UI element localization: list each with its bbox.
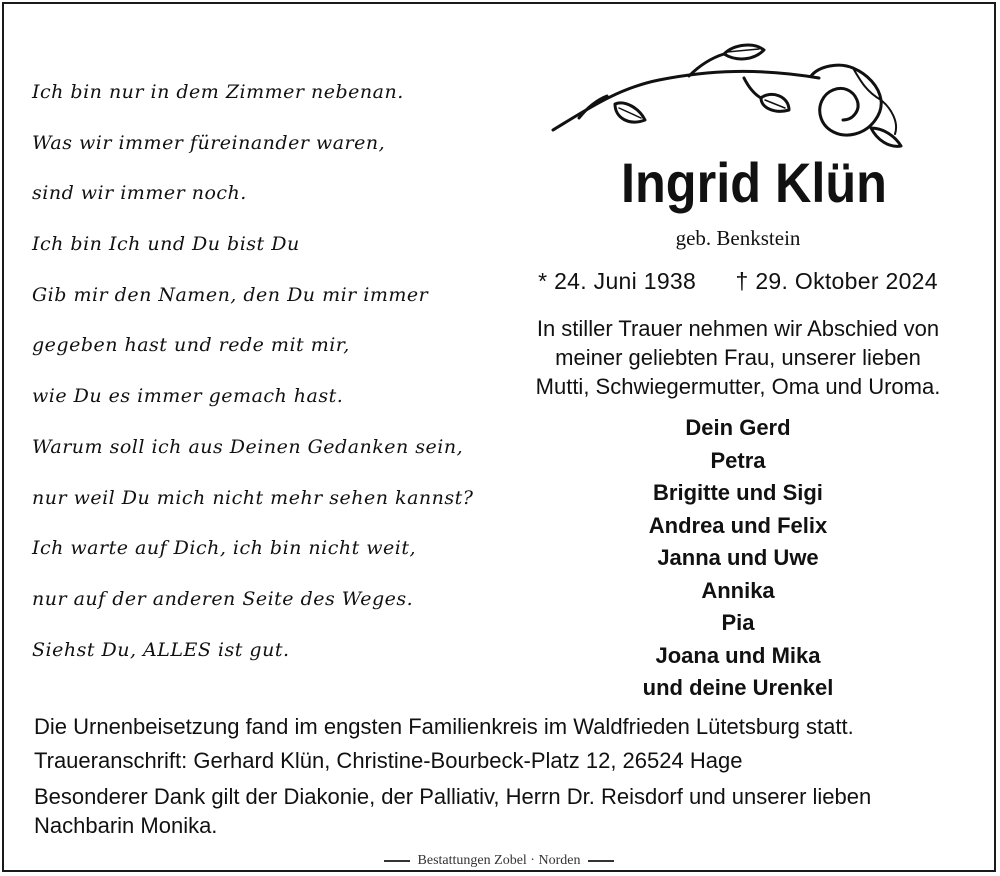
poem-line: sind wir immer noch. (32, 182, 247, 205)
mourner-name: Andrea und Felix (648, 512, 828, 538)
poem-line: Ich warte auf Dich, ich bin nicht weit, (32, 537, 417, 560)
farewell-line: In stiller Trauer nehmen wir Abschied von (536, 316, 940, 341)
funeral-home-credit (384, 850, 614, 872)
rose-branch-icon (549, 38, 924, 148)
poem-line: Warum soll ich aus Deinen Gedanken sein, (32, 435, 464, 458)
obituary-frame (2, 2, 996, 872)
divider (588, 860, 614, 862)
poem-line: Ich bin Ich und Du bist Du (32, 233, 300, 256)
maiden-name: geb. Benkstein (675, 226, 801, 250)
mourner-name: Pia (721, 610, 755, 635)
mourning-address: Traueranschrift: Gerhard Klün, Christine-Bourbeck-Platz 12, 26524 Hage (34, 748, 743, 773)
poem-line: Was wir immer füreinander waren, (32, 131, 386, 154)
farewell-line: meiner geliebten Frau, unserer lieben (555, 345, 921, 370)
life-dates (504, 268, 972, 295)
birth-date: 24. Juni 1938 (554, 268, 697, 294)
poem-line: Ich bin nur in dem Zimmer nebenan. (32, 81, 404, 103)
poem (32, 78, 482, 686)
mourner-name: und deine Urenkel (642, 675, 834, 700)
thanks-note (34, 782, 984, 840)
mourner-name: Joana und Mika (655, 642, 821, 668)
footer-notes (34, 710, 984, 840)
poem-line: gegeben hast und rede mit mir, (32, 334, 350, 357)
mourner-name: Petra (710, 447, 766, 473)
death-cross-icon: † (735, 268, 749, 294)
poem-line: Siehst Du, ALLES ist gut. (32, 638, 290, 661)
birth-star-icon: * (538, 268, 548, 294)
death-date: 29. Oktober 2024 (755, 268, 938, 294)
poem-line: Gib mir den Namen, den Du mir immer (32, 283, 429, 306)
thanks-line: Nachbarin Monika. (34, 813, 218, 838)
mourner-name: Brigitte und Sigi (653, 480, 823, 505)
poem-line: nur auf der anderen Seite des Weges. (32, 587, 414, 610)
mourners-list (504, 412, 972, 705)
mourner-name: Annika (701, 577, 775, 603)
credit-text: Bestattungen Zobel · Norden (417, 853, 581, 868)
burial-note: Die Urnenbeisetzung fand im engsten Familienkreis im Waldfrieden Lütetsburg statt. (34, 714, 854, 739)
divider (384, 860, 410, 862)
mourner-name: Dein Gerd (685, 415, 791, 440)
deceased-name: Ingrid Klün (621, 151, 887, 214)
mourner-name: Janna und Uwe (657, 545, 819, 570)
farewell-line: Mutti, Schwiegermutter, Oma und Uroma. (535, 374, 941, 399)
farewell-text (504, 314, 972, 401)
thanks-line: Besonderer Dank gilt der Diakonie, der Palliativ, Herrn Dr. Reisdorf und unserer lieben (34, 784, 872, 809)
poem-line: wie Du es immer gemach hast. (32, 385, 344, 408)
poem-line: nur weil Du mich nicht mehr sehen kannst? (32, 486, 474, 509)
